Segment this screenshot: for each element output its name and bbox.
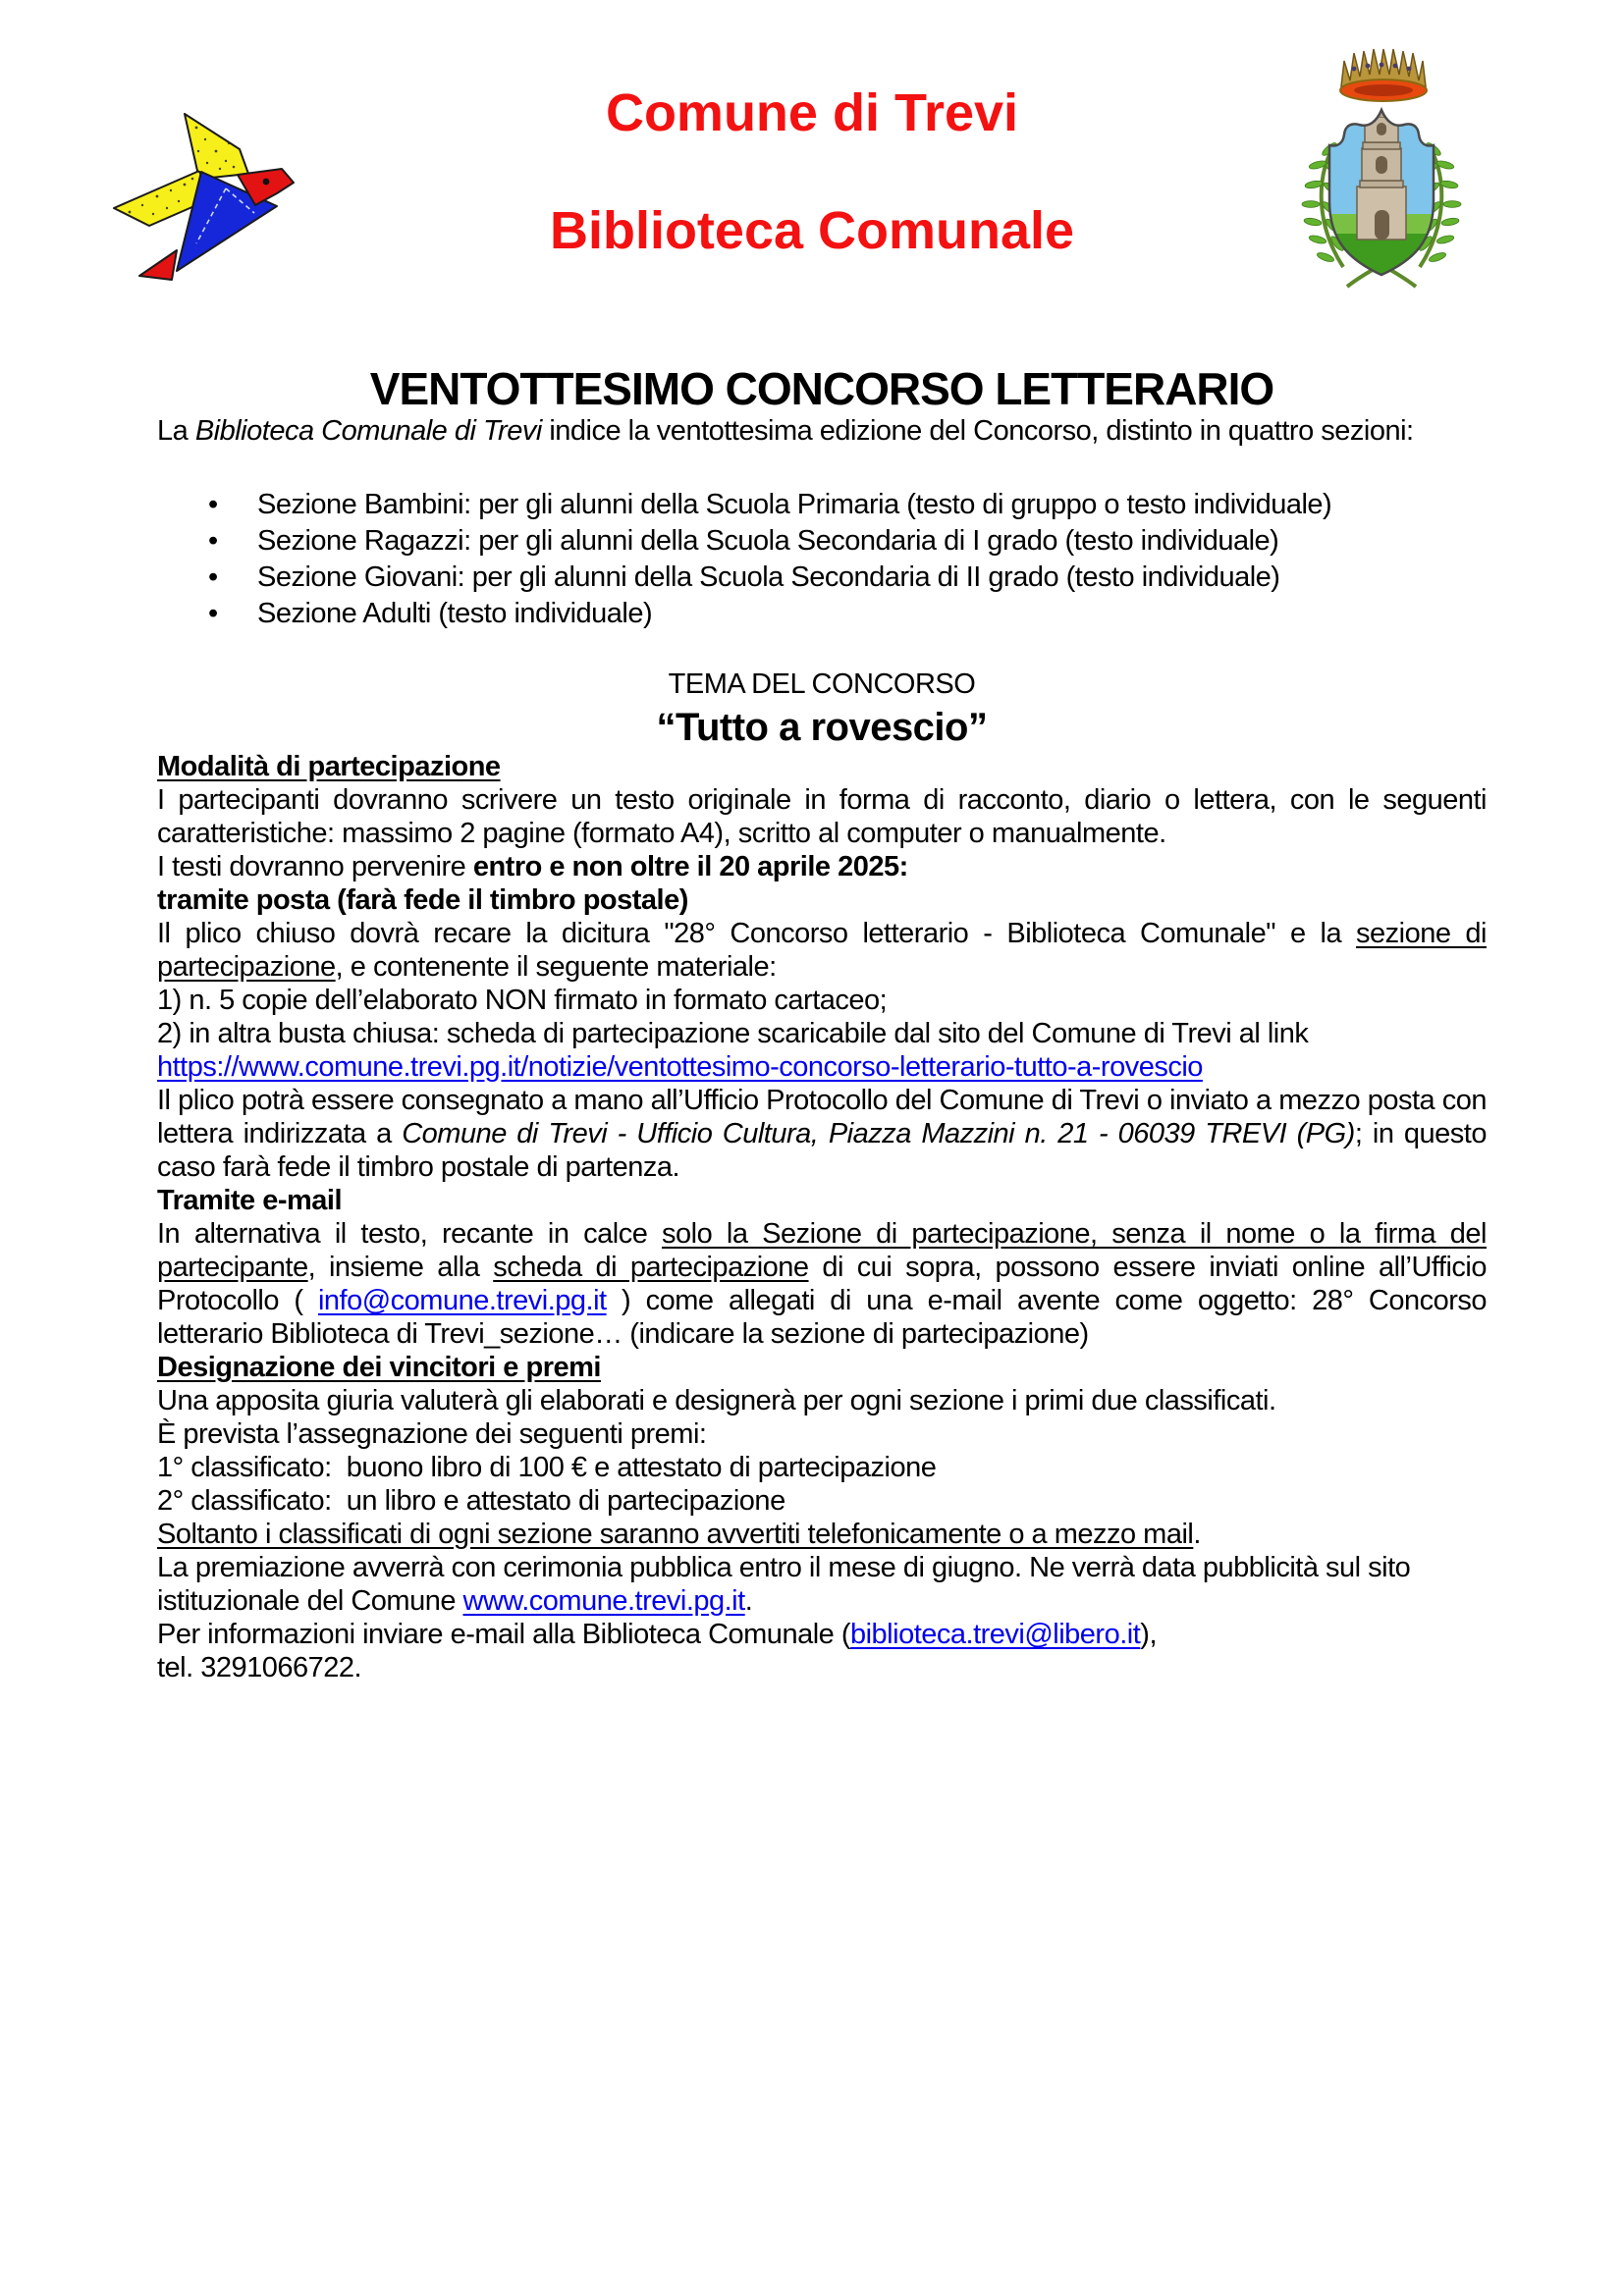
heading-posta: tramite posta (farà fede il timbro postale) — [157, 884, 688, 916]
paragraph-notice — [157, 1518, 1487, 1551]
list-item-giovani: • Sezione Giovani: per gli alunni della Scuola Secondaria di II grado (testo individuale) — [157, 560, 1487, 596]
plico-underlined: sezione di partecipazione — [157, 918, 1487, 983]
comune-site-link[interactable]: www.comune.trevi.pg.it — [462, 1585, 745, 1617]
paragraph-deadline — [157, 850, 1487, 883]
paragraph-email — [157, 1217, 1487, 1351]
document-body — [157, 363, 1487, 1684]
prize-second: 2° classificato: un libro e attestato di partecipazione — [157, 1485, 785, 1517]
plico-pre: Il plico chiuso dovrà recare la dicitura "28° Concorso letterario - Biblioteca Comunale" e la — [157, 918, 1357, 949]
paragraph-giuria: Una apposita giuria valuterà gli elaborati e designerà per ogni sezione i primi due classificati. — [157, 1385, 1276, 1416]
email-mid-2: di cui sopra, possono essere inviati online all’Ufficio Protocollo ( — [157, 1252, 1487, 1316]
heading-premi: Designazione dei vincitori e premi — [157, 1352, 601, 1383]
org-title-line1: Comune di Trevi — [605, 83, 1019, 142]
paragraph-plico — [157, 917, 1487, 984]
coat-of-arms — [1278, 39, 1485, 293]
email-mid-1: , insieme alla — [307, 1252, 494, 1283]
intro-paragraph — [157, 414, 1487, 448]
intro-post: indice la ventottesima edizione del Concorso, distinto in quattro sezioni: — [541, 415, 1414, 447]
prize-first: 1° classificato: buono libro di 100 € e attestato di partecipazione — [157, 1452, 937, 1483]
protocol-email-link[interactable]: info@comune.trevi.pg.it — [317, 1285, 607, 1316]
info-post: ), — [1140, 1619, 1157, 1650]
heading-email: Tramite e-mail — [157, 1185, 343, 1216]
premiazione-end: . — [744, 1585, 753, 1617]
bird-eye — [263, 179, 270, 186]
paragraph-consegna — [157, 1084, 1487, 1184]
org-title-line2: Biblioteca Comunale — [549, 201, 1075, 260]
shield — [1318, 106, 1445, 293]
theme-title: “Tutto a rovescio” — [656, 706, 988, 749]
list-item-adulti: • Sezione Adulti (testo individuale) — [157, 596, 1487, 632]
deadline-date: entro e non oltre il 20 aprile 2025: — [472, 851, 908, 882]
coat-of-arms-icon — [1278, 39, 1485, 293]
intro-pre: La — [157, 415, 195, 447]
contest-page-link[interactable]: https://www.comune.trevi.pg.it/notizie/ventottesimo-concorso-letterario-tutto-a-rovescio — [157, 1051, 1203, 1083]
library-email-link[interactable]: biblioteca.trevi@libero.it — [849, 1619, 1141, 1650]
consegna-post: ; in questo caso farà fede il timbro postale di partenza. — [157, 1118, 1487, 1183]
paragraph-rules: I partecipanti dovranno scrivere un testo originale in forma di racconto, diario o lettera, con le seguenti caratteristiche: massimo 2 pagine (formato A4), scritto al computer o manualmente. — [157, 784, 1487, 849]
paragraph-premiazione — [157, 1551, 1487, 1618]
page-header — [0, 0, 1624, 324]
plico-post: , e contenente il seguente materiale: — [335, 951, 777, 983]
premiazione-pre: La premiazione avverrà con cerimonia pubblica entro il mese di giugno. Ne verrà data pubblicità sul sito istituzionale del Comune — [157, 1552, 1411, 1617]
contest-link-line — [157, 1050, 1487, 1084]
info-pre: Per informazioni inviare e-mail alla Biblioteca Comunale ( — [157, 1619, 850, 1650]
email-post: ) come allegati di una e-mail avente come oggetto: 28° Concorso letterario Biblioteca di Trevi_sezione… (indicare la sezione di partecipazione) — [157, 1285, 1487, 1350]
material-item-1: 1) n. 5 copie dell’elaborato NON firmato in formato cartaceo; — [157, 985, 888, 1016]
list-item-ragazzi: • Sezione Ragazzi: per gli alunni della Scuola Secondaria di I grado (testo individuale) — [157, 523, 1487, 560]
material-item-2: 2) in altra busta chiusa: scheda di partecipazione scaricabile dal sito del Comune di Trevi al link — [157, 1018, 1309, 1049]
theme-label: TEMA DEL CONCORSO — [668, 668, 976, 700]
heading-modalita: Modalità di partecipazione — [157, 751, 501, 782]
deadline-pre: I testi dovranno pervenire — [157, 851, 473, 882]
paragraph-info — [157, 1618, 1487, 1651]
list-item-bambini: • Sezione Bambini: per gli alunni della Scuola Primaria (testo di gruppo o testo individuale) — [157, 487, 1487, 523]
notice-underlined: Soltanto i classificati di ogni sezione saranno avvertiti telefonicamente o a mezzo mail — [157, 1519, 1194, 1550]
email-pre: In alternativa il testo, recante in calce — [157, 1218, 663, 1250]
paragraph-premi-intro: È prevista l’assegnazione dei seguenti premi: — [157, 1418, 707, 1450]
postal-address: Comune di Trevi - Ufficio Cultura, Piazza Mazzini n. 21 - 06039 TREVI (PG) — [402, 1118, 1355, 1149]
crown-icon — [1340, 49, 1427, 101]
email-underlined-2: scheda di partecipazione — [493, 1252, 809, 1283]
contest-title: VENTOTTESIMO CONCORSO LETTERARIO — [369, 363, 1274, 414]
email-underlined-1: solo la Sezione di partecipazione, senza il nome o la firma del partecipante — [157, 1218, 1487, 1283]
sections-list — [157, 487, 1487, 632]
tower-icon — [1357, 109, 1406, 240]
phone-line: tel. 3291066722. — [157, 1652, 362, 1683]
notice-end: . — [1193, 1519, 1201, 1550]
intro-library-name: Biblioteca Comunale di Trevi — [194, 415, 542, 447]
consegna-pre: Il plico potrà essere consegnato a mano all’Ufficio Protocollo del Comune di Trevi o inviato a mezzo posta con lettera indirizzata a — [157, 1085, 1487, 1149]
